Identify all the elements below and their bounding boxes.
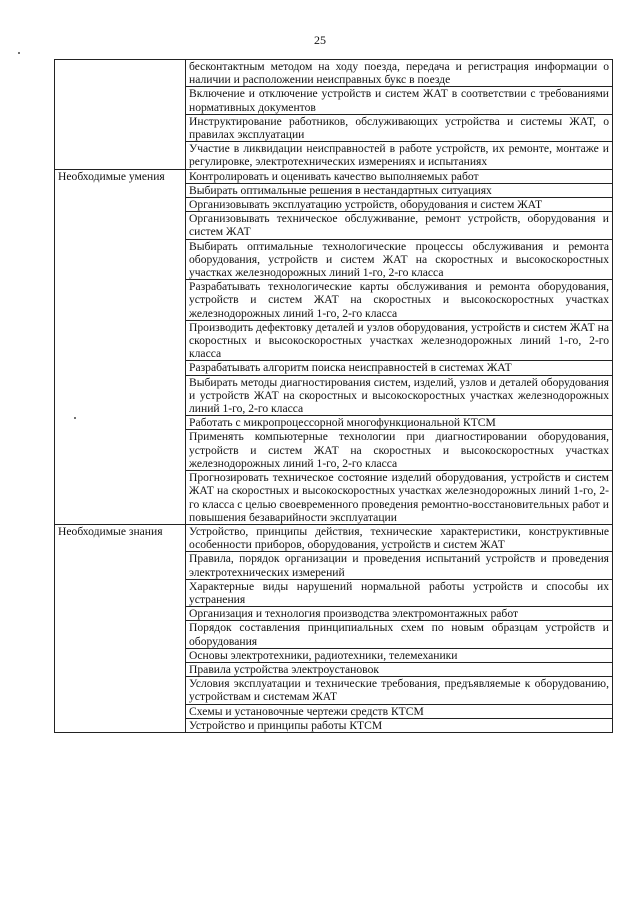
requirement-item: Устройство и принципы работы КТСМ <box>186 718 613 732</box>
requirement-item: Организовывать техническое обслуживание, ремонт устройств, оборудования и систем ЖАТ <box>186 212 613 239</box>
requirement-item: Порядок составления принципиальных схем по новым образцам устройств и оборудования <box>186 621 613 648</box>
section-label: Необходимые знания <box>55 524 186 732</box>
requirement-item: Инструктирование работников, обслуживающих устройства и системы ЖАТ, о правилах эксплуатации <box>186 114 613 141</box>
requirement-item: Контролировать и оценивать качество выполняемых работ <box>186 169 613 183</box>
requirement-item: Организация и технология производства электромонтажных работ <box>186 607 613 621</box>
requirement-item: бесконтактным методом на ходу поезда, передача и регистрация информации о наличии и расположении неисправных букс в поезде <box>186 60 613 87</box>
requirement-item: Разрабатывать технологические карты обслуживания и ремонта оборудования, устройств и систем ЖАТ на скоростных и высокоскоростных участках железнодорожных линий 1-го, 2-го класса <box>186 280 613 321</box>
requirement-item: Участие в ликвидации неисправностей в работе устройств, их ремонте, монтаже и регулировке, электротехнических измерениях и испытаниях <box>186 142 613 169</box>
table-row <box>55 169 613 183</box>
requirement-item: Выбирать методы диагностирования систем, изделий, узлов и деталей оборудования и устройств ЖАТ на скоростных и высокоскоростных участках железнодорожных линий 1-го, 2-го класса <box>186 375 613 416</box>
requirement-item: Основы электротехники, радиотехники, телемеханики <box>186 648 613 662</box>
requirements-table <box>54 59 613 733</box>
requirement-item: Разрабатывать алгоритм поиска неисправностей в системах ЖАТ <box>186 361 613 375</box>
requirement-item: Производить дефектовку деталей и узлов оборудования, устройств и систем ЖАТ на скоростных и высокоскоростных участках железнодорожных линий 1-го, 2-го класса <box>186 320 613 361</box>
requirement-item: Схемы и установочные чертежи средств КТСМ <box>186 704 613 718</box>
requirement-item: Устройство, принципы действия, технические характеристики, конструктивные особенности приборов, оборудования, устройств и систем ЖАТ <box>186 524 613 551</box>
requirement-item: Организовывать эксплуатацию устройств, оборудования и систем ЖАТ <box>186 198 613 212</box>
requirement-item: Выбирать оптимальные решения в нестандартных ситуациях <box>186 183 613 197</box>
scan-speck <box>18 52 20 54</box>
table-row <box>55 60 613 87</box>
requirement-item: Правила устройства электроустановок <box>186 662 613 676</box>
section-label <box>55 60 186 170</box>
requirement-item: Работать с микропроцессорной многофункциональной КТСМ <box>186 416 613 430</box>
section-label: Необходимые умения <box>55 169 186 524</box>
page-number: 25 <box>314 33 326 47</box>
requirement-item: Выбирать оптимальные технологические процессы обслуживания и ремонта оборудования, устройств и систем ЖАТ на скоростных и высокоскоростных участках железнодорожных линий 1-го, 2-го класса <box>186 239 613 280</box>
requirement-item: Характерные виды нарушений нормальной работы устройств и способы их устранения <box>186 579 613 606</box>
requirement-item: Правила, порядок организации и проведения испытаний устройств и проведения электротехнических измерений <box>186 552 613 579</box>
requirement-item: Применять компьютерные технологии при диагностировании оборудования, устройств и систем ЖАТ на скоростных и высокоскоростных участках железнодорожных линий 1-го, 2-го класса <box>186 430 613 471</box>
requirement-item: Условия эксплуатации и технические требования, предъявляемые к оборудованию, устройствам и системам ЖАТ <box>186 677 613 704</box>
requirement-item: Включение и отключение устройств и систем ЖАТ в соответствии с требованиями нормативных документов <box>186 87 613 114</box>
table-row <box>55 524 613 551</box>
requirement-item: Прогнозировать техническое состояние изделий оборудования, устройств и систем ЖАТ на скоростных и высокоскоростных участках железнодорожных линий 1-го, 2-го класса с целью своевременного проведения ремонтно-восстановительных работ и повышения безаварийности эксплуатации <box>186 471 613 525</box>
